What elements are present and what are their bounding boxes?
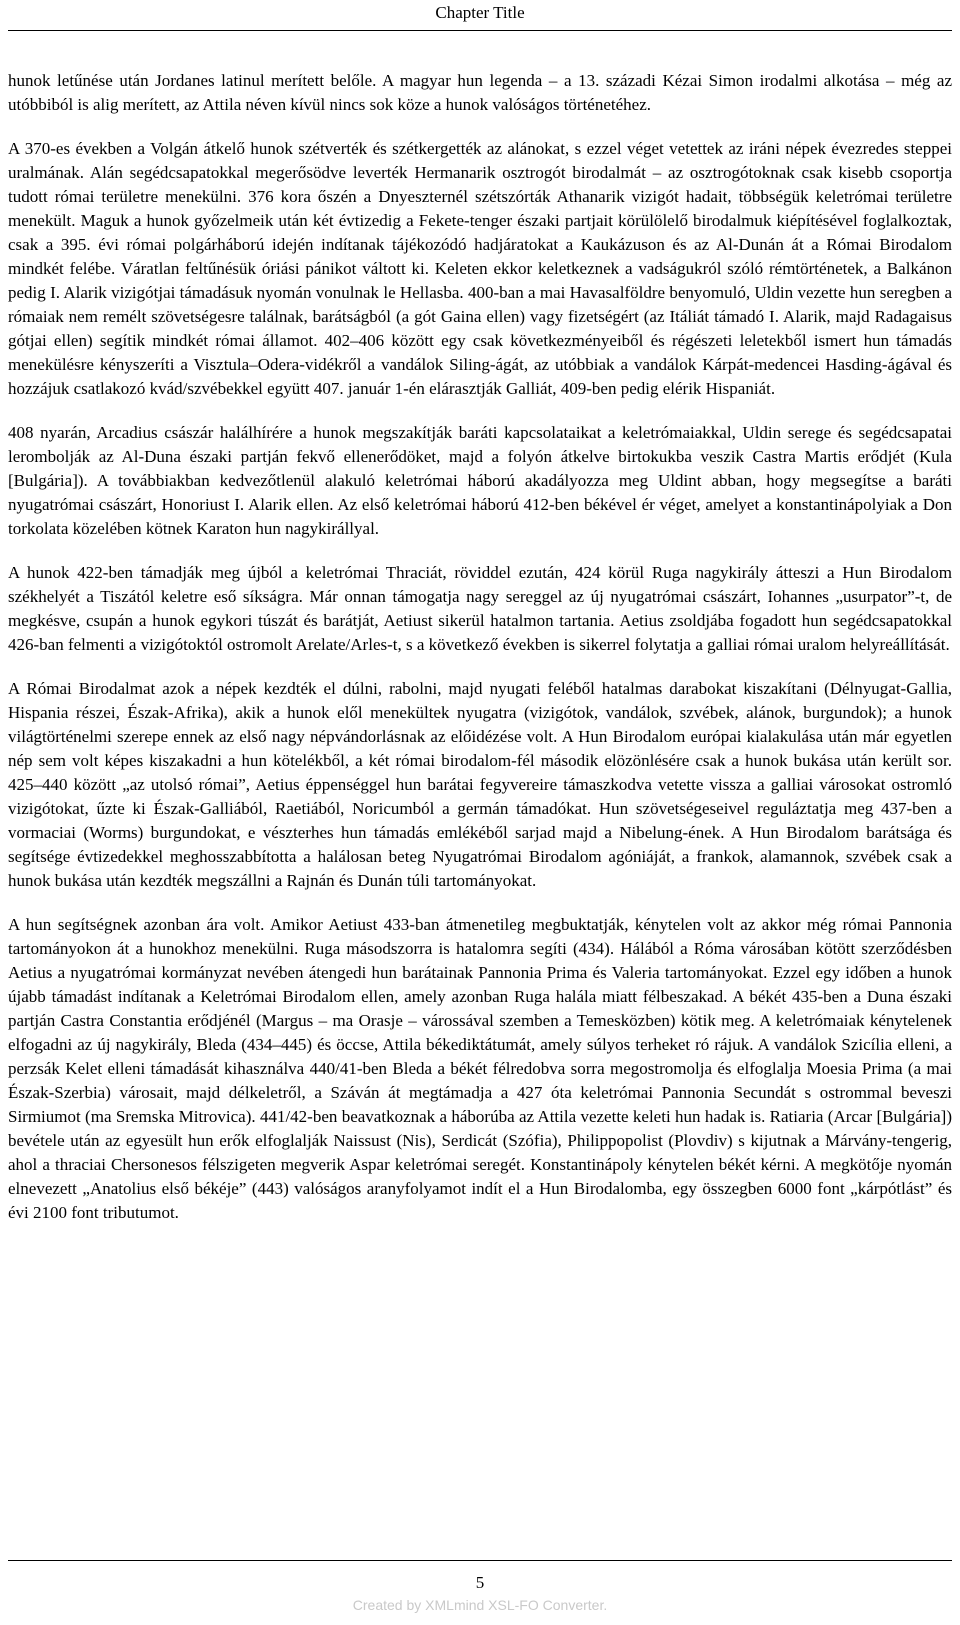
paragraph: A 370-es években a Volgán átkelő hunok szétverték és szétkergették az alánokat, s ezzel véget vetettek az iráni népek évezredes steppei uralmának. Alán segédcsapatokkal megerősödve leverték Hermanarik osztrogót birodalmát – az osztrogótoknak csak kisebb csoportja tudott római területre menekülni. 376 kora őszén a Dnyeszternél szétszórták Athanarik vizigót hadait, többségük keletrómai területre menekült. Maguk a hunok győzelmeik után két évtizedig a Fekete-tenger északi partjait körülölelő birodalmuk kiépítésével foglalkoztak, csak a 395. évi római polgárháború idején indítanak tájékozódó hadjáratokat a Kaukázuson és az Al-Dunán át a Római Birodalom mindkét felébe. Váratlan feltűnésük óriási pánikot váltott ki. Keleten ekkor keletkeznek a vadságukról szóló rémtörténetek, a Balkánon pedig I. Alarik vizigótjai támadásuk nyomán vonulnak le Hellasba. 400-ban a mai Havasalföldre benyomuló, Uldin vezette hun seregben a rómaiak nem remélt szövetségesre találnak, barátságból (a gót Gaina ellen) vagy fizetségért (az Itáliát támadó I. Alarik, majd Radagaisus gótjai ellen) segítik mindkét római államot. 402–406 között egy csak következményeiből és régészeti leletekből ismert hun támadás menekülésre kényszeríti a Visztula–Odera-vidékről a vandálok Siling-ágát, az utóbbiak a vandálok Kárpát-medencei Hasding-ágával és hozzájuk csatlakozó kvád/szvébekkel együtt 407. január 1-én elárasztják Galliát, 409-ben pedig elérik Hispaniát. (8, 139, 952, 398)
chapter-title: Chapter Title (435, 3, 525, 22)
paragraph: 408 nyarán, Arcadius császár halálhírére a hunok megszakítják baráti kapcsolataikat a keletrómaiakkal, Uldin serege és segédcsapatai lerombolják az Al-Duna északi partján fekvő ellenerődöket, majd a folyón átkelve birtokukba veszik Castra Martis erődjét (Kula [Bulgária]). A továbbiakban kedvezőtlenül alakuló keletrómai háború akadályozza meg Uldint abban, hogy megsegítse a baráti nyugatrómai császárt, Honoriust I. Alarik ellen. Az első keletrómai háború 412-ben békével ér véget, amelyet a konstantinápolyiak a Don torkolata közelében kötnek Karaton hun nagykirállyal. (8, 423, 952, 538)
page-footer (8, 1560, 952, 1615)
paragraph: A Római Birodalmat azok a népek kezdték el dúlni, rabolni, majd nyugati feléből hatalmas darabokat kiszakítani (Délnyugat-Gallia, Hispania részei, Észak-Afrika), akik a hunok elől menekültek nyugatra (vizigótok, vandálok, szvébek, alánok, burgundok); a hunok világtörténelmi szerepe ennek az első nagy népvándorlásnak az előidézése volt. A Hun Birodalom európai kialakulása után már egyetlen nép sem volt képes kiszakadni a hun kötelékből, a két római birodalom-fél második elözönlésére csak a hunok bukása után került sor. 425–440 között „az utolsó római”, Aetius éppenséggel hun barátai fegyvereire támaszkodva vetette vissza a galliai városokat ostromló vizigótokat, űzte ki Észak-Galliából, Raetiából, Noricumból a germán támadókat. Hun szövetségeseivel reguláztatja meg 437-ben a vormaciai (Worms) burgundokat, e vészterhes hun támadás emlékéből sarjad majd a Nibelung-ének. A Hun Birodalom barátsága és segítsége évtizedekkel meghosszabbította a halálosan beteg Nyugatrómai Birodalom agóniáját, a frankok, alamannok, szvébek csak a hunok bukása után kezdték megszállni a Rajnán és Dunán túli tartományokat. (8, 679, 952, 890)
page-number: 5 (475, 1573, 485, 1592)
paragraph: hunok letűnése után Jordanes latinul merített belőle. A magyar hun legenda – a 13. századi Kézai Simon irodalmi alkotása – még az utóbbiból is alig merített, az Attila néven kívül nincs sok köze a hunok valóságos történetéhez. (8, 71, 952, 114)
document-body (8, 69, 952, 1245)
converter-brand-link[interactable]: XMLmind XSL-FO Converter (425, 1597, 604, 1613)
credit-suffix: . (603, 1597, 608, 1613)
paragraph: A hunok 422-ben támadják meg újból a keletrómai Thraciát, röviddel ezután, 424 körül Ruga nagykirály átteszi a Hun Birodalom székhelyét a Tiszától keletre eső síkságra. Már onnan támogatja nagy sereggel az új nyugatrómai császárt, Iohannes „usurpator”-t, de megkésve, csupán a hunok egykori túszát és barátját, Aetiust sikerül hatalmon tartania. Aetius zsoldjába fogadott hun segédcsapatokkal 426-ban felmenti a vizigótoktól ostromolt Arelate/Arles-t, s a következő években is sikerrel folytatja a galliai római uralom helyreállítását. (8, 563, 952, 654)
converter-credit (8, 1595, 952, 1615)
page-header (8, 0, 952, 31)
paragraph: A hun segítségnek azonban ára volt. Amikor Aetiust 433-ban átmenetileg megbuktatják, kénytelen volt az akkor még római Pannonia tartományokon át a hunokhoz menekülni. Ruga másodszorra is hatalomra segíti (434). Hálából a Róma városában kötött szerződésben Aetius a nyugatrómai kormányzat nevében átengedi hun barátainak Pannonia Prima és Valeria tartományokat. Ezzel egy időben a hunok újabb támadást indítanak a Keletrómai Birodalom ellen, amely azonban Ruga halála miatt félbeszakad. A békét 435-ben a Duna északi partján Castra Constantia erődjénél (Margus – ma Orasje – várossával szemben a Temesközben) kötik meg. A keletrómaiak kénytelenek elfogadni az új nagykirály, Bleda (434–445) és öccse, Attila békediktátumát, amely súlyos terheket ró rájuk. A vandálok Szicília elleni, a perzsák Kelet elleni támadását kihasználva 440/41-ben Bleda a békét félredobva sorra megostromolja és elfoglalja Moesia Prima (a mai Észak-Szerbia) városait, majd délkeletről, a Száván át megtámadja a 427 óta keletrómai Pannonia Secundát s ostrommal beveszi Sirmiumot (ma Sremska Mitrovica). 441/42-ben beavatkoznak a háborúba az Attila vezette keleti hun hadak is. Ratiaria (Arcar [Bulgária]) bevétele után az egyesült hun erők elfoglalják Naissust (Nis), Serdicát (Szófia), Philippopolist (Plovdiv) s kijutnak a Márvány-tengerig, ahol a thraciai Chersonesos félszigeten megverik Aspar keletrómai seregét. Konstantinápoly kénytelen békét kérni. A megkötője nyomán elnevezett „Anatolius első békéje” (443) valóságos aranyfolyamot indít el a Hun Birodalomba, egy összegben 6000 font „kárpótlást” és évi 2100 font tributumot. (8, 915, 952, 1222)
credit-prefix: Created by (352, 1597, 426, 1613)
